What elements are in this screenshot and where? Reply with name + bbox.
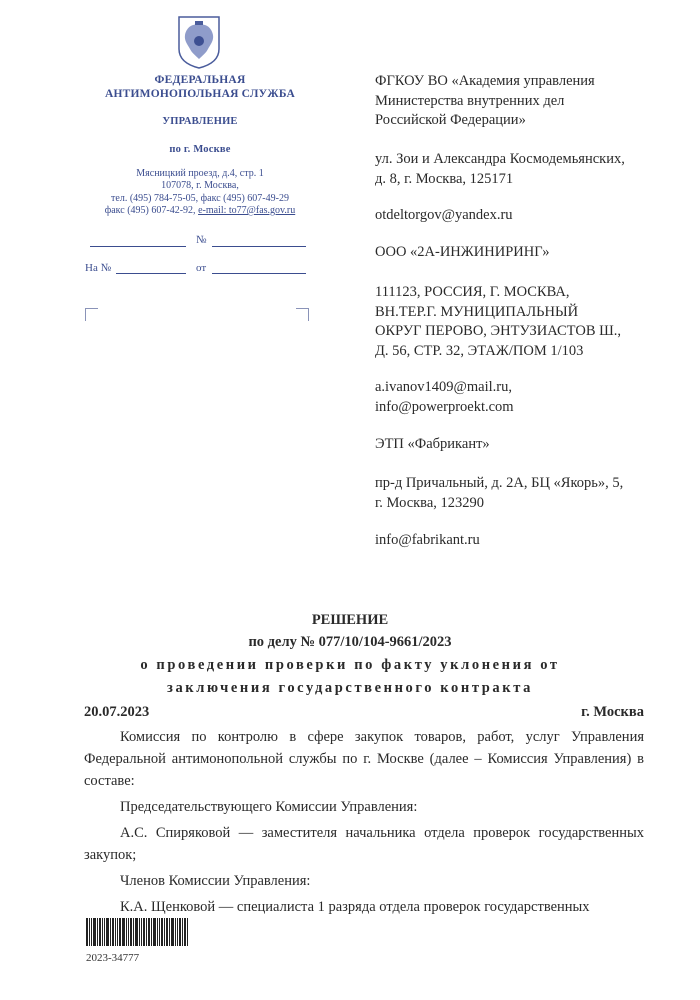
from-label: от bbox=[196, 262, 207, 274]
outgoing-number-line bbox=[90, 246, 186, 247]
addressee-address-line1: 111123, РОССИЯ, Г. МОСКВА, bbox=[375, 284, 570, 300]
number-field-line bbox=[212, 246, 306, 247]
body-paragraph-5: К.А. Щенковой — специалиста 1 разряда отдела проверок государственных bbox=[120, 899, 590, 915]
addressee-block bbox=[375, 474, 675, 513]
fax-text: факс (495) 607-42-92, bbox=[104, 205, 196, 216]
decision-place: г. Москва bbox=[581, 704, 644, 720]
addressee-block bbox=[375, 283, 675, 361]
fax-email-line bbox=[60, 205, 340, 218]
addressee-1-line3: Российской Федерации» bbox=[375, 112, 526, 128]
subject-line2: заключения государственного контракта bbox=[167, 680, 533, 696]
addressee-1-line2: Министерства внутренних дел bbox=[375, 92, 565, 109]
body-paragraph-1: Комиссия по контролю в сфере закупок товаров, работ, услуг Управления Федеральной антимонопольной службы по г. Москве (далее – Комиссия Управления) в составе: bbox=[84, 729, 644, 789]
addressee-address-line2: ВН.ТЕР.Г. МУНИЦИПАЛЬНЫЙ bbox=[375, 303, 579, 320]
body-paragraph-4: Членов Комиссии Управления: bbox=[120, 873, 311, 889]
case-number: по делу № 077/10/104-9661/2023 bbox=[248, 634, 452, 650]
on-number-line bbox=[116, 273, 186, 274]
addressee-block bbox=[375, 150, 675, 189]
addressee-1-line1: ФГКОУ ВО «Академия управления bbox=[375, 73, 595, 89]
department-city: по г. Москве bbox=[169, 144, 231, 155]
body-text bbox=[84, 726, 644, 918]
addressee-etp-address-line1: пр-д Причальный, д. 2А, БЦ «Якорь», 5, bbox=[375, 475, 624, 491]
addressee-address-line4: Д. 56, СТР. 32, ЭТАЖ/ПОМ 1/103 bbox=[375, 342, 584, 359]
barcode-number: 2023-34777 bbox=[86, 952, 140, 964]
address-line2: 107078, г. Москва, bbox=[161, 180, 239, 191]
addressee-company-2a: ООО «2А-ИНЖИНИРИНГ» bbox=[375, 244, 550, 260]
department-label: УПРАВЛЕНИЕ bbox=[162, 116, 238, 127]
decision-title: РЕШЕНИЕ bbox=[311, 612, 389, 628]
addressee-block bbox=[375, 378, 675, 417]
addressee-email-1[interactable]: otdeltorgov@yandex.ru bbox=[375, 207, 513, 223]
on-number-label: На № bbox=[85, 262, 112, 274]
body-paragraph-3: А.С. Спиряковой — заместителя начальника отдела проверок государственных закупок; bbox=[84, 825, 644, 863]
body-paragraph-2: Председательствующего Комиссии Управления: bbox=[120, 799, 418, 815]
subject-line1: о проведении проверки по факту уклонения от bbox=[140, 657, 560, 673]
addressee-2-line1: ул. Зои и Александра Космодемьянских, bbox=[375, 151, 625, 167]
from-date-line bbox=[212, 273, 306, 274]
addressee-block bbox=[375, 435, 675, 455]
addressee-block bbox=[375, 72, 675, 131]
addressee-email-2[interactable]: a.ivanov1409@mail.ru, bbox=[375, 379, 512, 395]
address-line1: Мясницкий проезд, д.4, стр. 1 bbox=[136, 168, 264, 179]
addressee-block bbox=[375, 206, 675, 226]
addressee-2-line2: д. 8, г. Москва, 125171 bbox=[375, 170, 514, 187]
addressee-address-line3: ОКРУГ ПЕРОВО, ЭНТУЗИАСТОВ Ш., bbox=[375, 323, 621, 339]
coat-of-arms-icon bbox=[177, 15, 221, 69]
addressee-email-4[interactable]: info@fabrikant.ru bbox=[375, 532, 480, 548]
org-name-line1: ФЕДЕРАЛЬНАЯ bbox=[154, 74, 246, 86]
addressee-etp-address-line2: г. Москва, 123290 bbox=[375, 494, 485, 511]
addressee-block bbox=[375, 243, 675, 263]
decision-date: 20.07.2023 bbox=[84, 704, 150, 720]
number-sign: № bbox=[196, 234, 207, 246]
org-name-line2: АНТИМОНОПОЛЬНАЯ СЛУЖБА bbox=[104, 88, 296, 100]
phone-line: тел. (495) 784-75-05, факс (495) 607-49-29 bbox=[111, 193, 289, 204]
addressee-block bbox=[375, 531, 675, 551]
email-link[interactable]: e-mail: to77@fas.gov.ru bbox=[198, 205, 296, 216]
barcode bbox=[86, 918, 200, 946]
addressee-email-3[interactable]: info@powerproekt.com bbox=[375, 398, 514, 415]
corner-bracket-right bbox=[296, 308, 309, 321]
corner-bracket-left bbox=[85, 308, 98, 321]
addressee-etp: ЭТП «Фабрикант» bbox=[375, 436, 490, 452]
